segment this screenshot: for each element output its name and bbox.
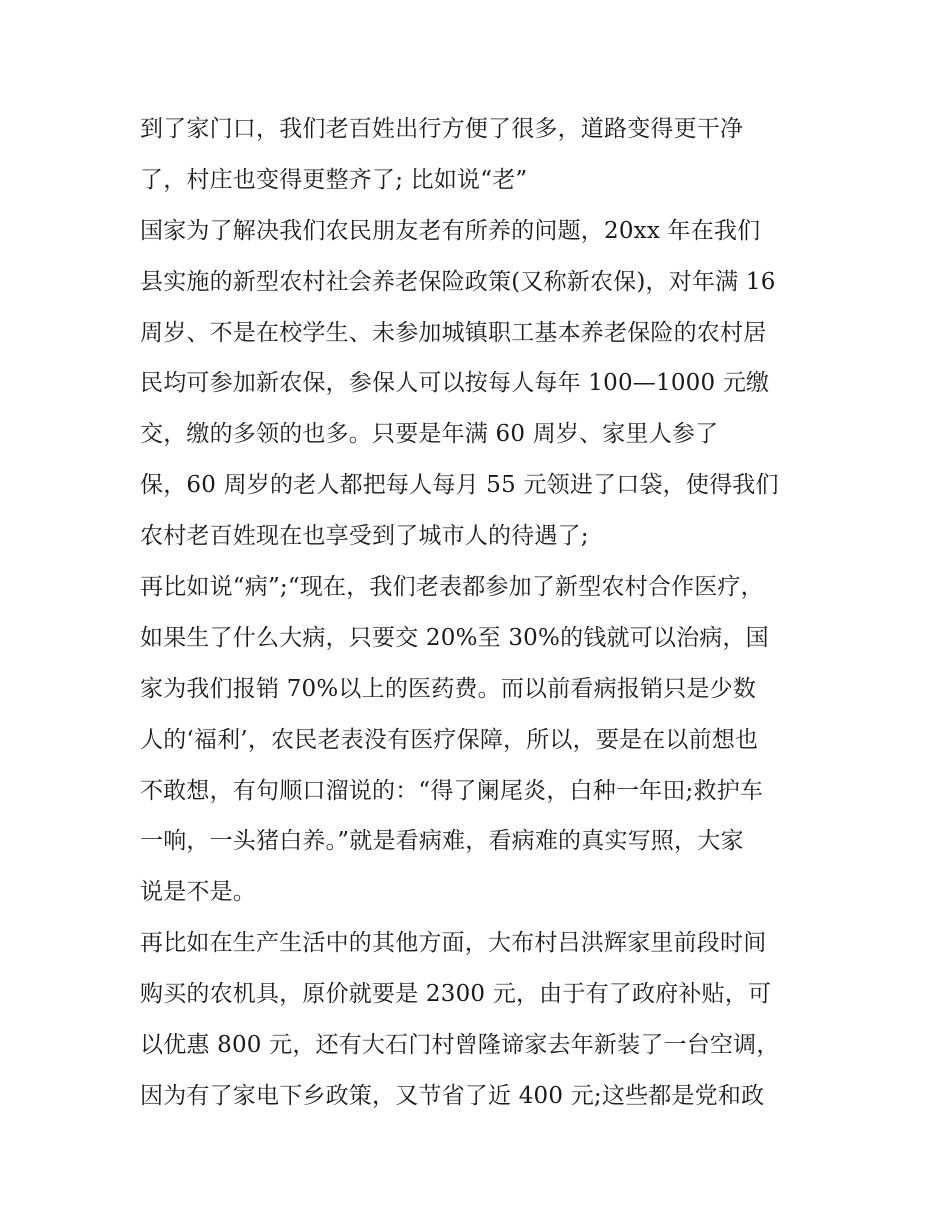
text-line: 如果生了什么大病，只要交 20%至 30%的钱就可以治病，国 [140,624,769,651]
text-line: 人的‘福利’，农民老表没有医疗保障，所以，要是在以前想也 [140,726,759,753]
text-line: 国家为了解决我们农民朋友老有所养的问题，20xx 年在我们 [140,217,761,244]
text-line: 农村老百姓现在也享受到了城市人的待遇了; [140,523,589,550]
text-line: 再比如在生产生活中的其他方面，大布村吕洪辉家里前段时间 [140,930,767,957]
document-body [140,104,820,1122]
text-line: 民均可参加新农保，参保人可以按每人每年 100—1000 元缴 [140,370,770,397]
text-line: 一响，一头猪白养。”就是看病难，看病难的真实写照，大家 [140,828,744,855]
text-line: 县实施的新型农村社会养老保险政策(又称新农保)，对年满 16 [140,268,776,295]
text-line: 交，缴的多领的也多。只要是年满 60 周岁、家里人参了 [140,421,719,448]
text-line: 因为有了家电下乡政策，又节省了近 400 元;这些都是党和政 [140,1082,765,1109]
text-line: 再比如说“病”;“现在，我们老表都参加了新型农村合作医疗， [140,574,764,601]
text-line: 周岁、不是在校学生、未参加城镇职工基本养老保险的农村居 [140,319,767,346]
text-line: 购买的农机具，原价就要是 2300 元，由于有了政府补贴，可 [140,981,772,1008]
text-line: 以优惠 800 元，还有大石门村曾隆谛家去年新装了一台空调， [140,1032,780,1059]
text-line: 保，60 周岁的老人都把每人每月 55 元领进了口袋，使得我们 [140,472,779,499]
text-line: 说是不是。 [140,879,256,906]
text-line: 了，村庄也变得更整齐了; 比如说“老” [140,166,528,193]
text-line: 家为我们报销 70%以上的医药费。而以前看病报销只是少数 [140,675,757,702]
text-line: 不敢想，有句顺口溜说的：“得了阑尾炎，白种一年田;救护车 [140,777,764,804]
text-line: 到了家门口，我们老百姓出行方便了很多，道路变得更干净 [140,116,744,142]
